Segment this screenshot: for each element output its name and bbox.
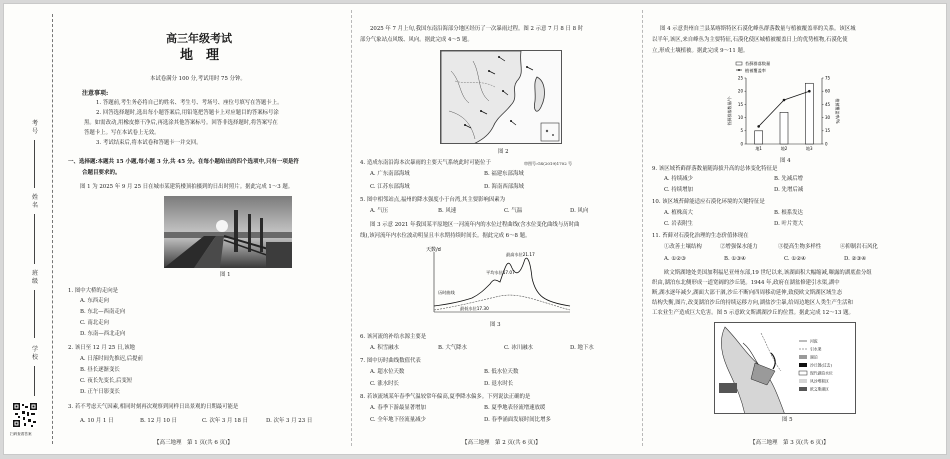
left-tick-label: 25 bbox=[737, 75, 743, 81]
option[interactable]: D. ②③④ bbox=[844, 256, 867, 262]
x-tick-label: 地2 bbox=[780, 146, 788, 151]
section-heading: 合题目要求的。 bbox=[82, 170, 121, 176]
section-heading: 一、选择题:本题共 15 小题,每小题 3 分,共 45 分。在每小题给出的四个选项中,只有一项是符 bbox=[68, 159, 299, 165]
legend-swatch bbox=[799, 379, 807, 383]
fill-line bbox=[34, 290, 35, 338]
right-tick-label: 75 bbox=[825, 75, 831, 81]
passage-line: 断,湖水逐年减少,湖面大部干涸,沙丘不断向四周移动延伸,致使欧文斯湖区域生态 bbox=[652, 290, 843, 296]
q4-intro: 部分气象站点风级、风向。据此完成 4～5 题。 bbox=[360, 37, 473, 43]
right-tick-label: 45 bbox=[825, 101, 831, 107]
cut-line bbox=[52, 14, 53, 444]
qr-code-icon bbox=[12, 402, 38, 428]
q4-intro: 2025 年 7 月上旬,我国东南沿海部分地区经历了一次暴雨过程。图 2 示意 7 月 8 日 8 时 bbox=[370, 26, 584, 32]
figure3-water-level-chart bbox=[420, 244, 576, 320]
option[interactable]: D. 正午日影变长 bbox=[80, 389, 120, 395]
option[interactable]: B. 12 月 10 日 bbox=[140, 418, 178, 424]
label-kaohao: 考号 bbox=[31, 120, 38, 135]
q6-intro: 图 3 示意 2021 年我国某平原地区一河流年内的水位过程曲线(含水位变化曲线与历时曲 bbox=[370, 222, 580, 228]
question-stem: 2. 该日至 12 月 25 日,该地 bbox=[68, 345, 135, 351]
map-approval-note: 审图号:GS(2019)1702 号 bbox=[524, 161, 573, 166]
question-stem: 7. 图中历时曲线数值代表 bbox=[360, 358, 421, 364]
fill-line bbox=[34, 214, 35, 264]
label-school: 学校 bbox=[31, 346, 38, 361]
note-line: 黑。如需改动,用橡皮擦干净后,再选涂其他答案标号。回答非选择题时,将答案写在 bbox=[84, 120, 278, 126]
page-divider bbox=[351, 10, 352, 446]
coverage-point-地3 bbox=[808, 90, 811, 93]
legend-bar-swatch bbox=[736, 62, 742, 65]
left-tick-label: 0 bbox=[740, 141, 743, 147]
figure3-caption: 图 3 bbox=[490, 322, 501, 328]
option[interactable]: D. 叶片宽大 bbox=[774, 221, 804, 227]
notes-heading: 注意事项: bbox=[82, 90, 109, 97]
option[interactable]: B. 东北—西南走向 bbox=[80, 309, 126, 315]
x-tick-label: 地1 bbox=[755, 146, 762, 151]
label-min-level: 最低水位17.30 bbox=[460, 306, 489, 311]
fill-line bbox=[34, 140, 35, 188]
right-tick-label: 60 bbox=[825, 88, 831, 94]
right-tick-label: 0 bbox=[825, 141, 828, 147]
passage-line: 工农业生产造成巨大危害。图 5 示意欧文斯湖湖沙丘的位置。据此完成 12～13 题。 bbox=[652, 310, 854, 316]
option[interactable]: D. 春季涌面发展时间比增多 bbox=[484, 417, 551, 423]
passage-line: 结构失衡,图片,改变湖泊沙丘的持续运移方向,湖盐沙尘暴,给周边地区人类生产生活和 bbox=[652, 300, 853, 306]
y-right-title: 植被覆盖率/% bbox=[835, 98, 840, 124]
q9-intro: 立,形成土壤植被。据此完成 9～11 题。 bbox=[652, 48, 749, 54]
option[interactable]: D. 东南—西北走向 bbox=[80, 331, 126, 337]
option[interactable]: A. 气压 bbox=[370, 208, 389, 214]
legend-bar-label: 苔藓群落数量 bbox=[745, 61, 771, 66]
option[interactable]: C. 持续增加 bbox=[664, 187, 693, 193]
question-stem: 4. 造成东南沿海本次暴雨的主要天气系统此时可能位于 bbox=[360, 160, 491, 166]
option[interactable]: A. 日落时间先推迟,后提前 bbox=[80, 356, 143, 362]
page-footer: 【高三地理 第 3 页(共 6 页)】 bbox=[750, 440, 829, 446]
option[interactable]: C. ①②④ bbox=[784, 256, 806, 262]
option[interactable]: A. ①②③ bbox=[664, 256, 686, 262]
coverage-point-地2 bbox=[783, 99, 786, 102]
option[interactable]: B. 夏季地表径流增速放缓 bbox=[484, 405, 546, 411]
legend-label: 欧文斯湖区 bbox=[810, 386, 829, 392]
statement: ③提高生物多样性 bbox=[778, 244, 822, 250]
note-line: 1. 答题前,考生务必将自己的姓名、考生号、考场号、座位号填写在答题卡上。 bbox=[96, 100, 283, 106]
figure2-weather-map bbox=[440, 50, 562, 144]
note-line: 3. 考试结束后,将本试卷和答题卡一并交回。 bbox=[96, 140, 202, 146]
statement: ①改善土壤结构 bbox=[664, 244, 702, 250]
binding-margin bbox=[4, 4, 62, 456]
question-stem: 6. 该河流的补给水源主要是 bbox=[360, 334, 427, 340]
passage-line: 欧文斯湖地处美国加利福尼亚州东部,19 世纪以来,该湖面积大幅缩减,曝露的湖底盐分组 bbox=[664, 270, 872, 276]
question-stem: 5. 图中相邻站点,福州的降水强度小于台湾,其主要影响因素为 bbox=[360, 197, 506, 203]
chart-y-title: 天数/d bbox=[426, 247, 441, 253]
option[interactable]: A. 东西走向 bbox=[80, 298, 109, 304]
option[interactable]: D. 海南西部海域 bbox=[484, 184, 524, 190]
label-mean-level: 平均水位17.07 bbox=[486, 270, 515, 275]
option[interactable]: A. 持续减少 bbox=[664, 176, 693, 182]
label-name: 姓名 bbox=[31, 194, 38, 209]
option[interactable]: B. 低水位天数 bbox=[484, 369, 519, 375]
option[interactable]: A. 10 月 1 日 bbox=[80, 418, 114, 424]
option[interactable]: D. 地下水 bbox=[570, 345, 594, 351]
chart-level-curve bbox=[434, 258, 570, 306]
figure1-caption: 图 1 bbox=[220, 272, 231, 278]
figure5-caption: 图 5 bbox=[782, 417, 793, 423]
option[interactable]: B. ①③④ bbox=[724, 256, 746, 262]
coverage-point-地1 bbox=[757, 125, 760, 128]
option[interactable]: A. 春季下游最显著增加 bbox=[370, 405, 426, 411]
option[interactable]: A. 广东南部海域 bbox=[370, 171, 410, 177]
q1-intro: 图 1 为 2025 年 9 月 25 日在城市某建筑楼顶拍摄到的日出时照片。据此完成 1～3 题。 bbox=[80, 184, 294, 190]
label-duration: 历时曲线 bbox=[438, 290, 455, 295]
right-tick-label: 15 bbox=[825, 128, 831, 134]
legend-swatch bbox=[799, 371, 807, 375]
option[interactable]: C. 全年地下径流量减少 bbox=[370, 417, 426, 423]
option[interactable]: D. 退水时长 bbox=[484, 381, 514, 387]
legend-label: 沙丘链(过去) bbox=[810, 362, 832, 368]
option[interactable]: C. 冰川融水 bbox=[504, 345, 533, 351]
note-line: 答题卡上。写在本试卷上无效。 bbox=[84, 130, 160, 136]
option[interactable]: B. 先减后增 bbox=[774, 176, 803, 182]
statement: ②增强保水能力 bbox=[720, 244, 758, 250]
qr-caption: 扫码查看答案 bbox=[10, 432, 32, 436]
right-tick-label: 30 bbox=[825, 115, 831, 120]
option[interactable]: A. 超水位天数 bbox=[370, 369, 405, 375]
exam-sheet bbox=[3, 3, 947, 455]
option[interactable]: C. 夜长先变长,后变短 bbox=[80, 378, 133, 384]
legend-label: 引水渠 bbox=[810, 346, 822, 352]
option[interactable]: A. 植株高大 bbox=[664, 210, 693, 216]
legend-line-label: 植被覆盖率 bbox=[745, 68, 766, 73]
left-tick-label: 15 bbox=[737, 101, 743, 107]
legend-line-marker bbox=[738, 69, 740, 71]
question-stem: 10. 该区域苔藓能适应石漠化环境的关键特征是 bbox=[652, 199, 765, 205]
legend-swatch bbox=[799, 355, 807, 359]
option[interactable]: C. 南北走向 bbox=[80, 320, 109, 326]
score-note: 本试卷满分 100 分,考试用时 75 分钟。 bbox=[150, 76, 246, 82]
legend-label: 风沙堆积区 bbox=[810, 378, 829, 384]
option[interactable]: C. 次年 3 月 18 日 bbox=[202, 418, 249, 424]
q6-intro: 线),该河流年内水位波动明显且丰水期持续时间长。据此完成 6～8 题。 bbox=[360, 233, 531, 239]
legend-label: 河流 bbox=[810, 338, 818, 344]
figure4-moss-chart bbox=[726, 60, 840, 156]
statement: ④抑制岩石风化 bbox=[840, 244, 878, 250]
option[interactable]: B. 根系发达 bbox=[774, 210, 803, 216]
question-stem: 8. 若该流域某年春季气温较常年偏高,夏季降水偏多。下列说法正确的是 bbox=[360, 394, 531, 400]
q9-intro: 以半年,该区,来自峰丛为主要特征,石漠化使区城植被覆盖日上的优势植物,石漠化使 bbox=[652, 37, 848, 43]
left-tick-label: 20 bbox=[737, 88, 743, 94]
option[interactable]: C. 涨水时长 bbox=[370, 381, 399, 387]
x-tick-label: 地3 bbox=[806, 146, 813, 151]
option[interactable]: D. 风向 bbox=[570, 208, 589, 214]
option[interactable]: C. 江苏东部海域 bbox=[370, 184, 410, 190]
left-tick-label: 10 bbox=[737, 115, 743, 120]
question-stem: 9. 该区域苔藓群落数量随海拔升高的总体变化特征是 bbox=[652, 166, 778, 172]
figure4-caption: 图 4 bbox=[780, 158, 791, 164]
figure1-sunrise-photo bbox=[164, 196, 292, 268]
question-stem: 1. 图中大桥的走向是 bbox=[68, 288, 118, 294]
fill-line bbox=[34, 366, 35, 396]
option[interactable]: C. 气温 bbox=[504, 208, 523, 214]
figure2-caption: 图 2 bbox=[498, 149, 509, 155]
label-class: 班级 bbox=[31, 270, 38, 285]
page-footer: 【高三地理 第 2 页(共 6 页)】 bbox=[462, 440, 541, 446]
q9-intro: 图 4 示意贵州自兰县某喀斯特区石漠化峰丛群落数量与植被覆盖率的关系。该区城 bbox=[660, 26, 856, 32]
page-footer: 【高三地理 第 1 页(共 6 页)】 bbox=[154, 440, 233, 446]
figure5-owens-lake-map bbox=[714, 322, 856, 414]
passage-line: 织由,湖泊东北侧形成一道宽阔的沙丘链。1944 年,政府在湖盆修建引水渠,湖中 bbox=[652, 280, 840, 286]
option[interactable]: B. 风速 bbox=[438, 208, 457, 214]
option[interactable]: B. 大气降水 bbox=[438, 345, 467, 351]
left-tick-label: 5 bbox=[740, 128, 743, 134]
option[interactable]: D. 先增后减 bbox=[774, 187, 804, 193]
question-stem: 3. 若不考虑天气因素,相同时刻再次观察到同样日出景观的日期最可能是 bbox=[68, 404, 239, 410]
bar-地2 bbox=[780, 112, 788, 144]
note-line: 2. 回答选择题时,选出每小题答案后,用铅笔把答题卡上对应题目的答案标号涂 bbox=[96, 110, 279, 116]
exam-subject: 地 理 bbox=[180, 48, 220, 63]
label-max-level: 最高水位21.17 bbox=[506, 252, 535, 257]
option[interactable]: C. 岩表附生 bbox=[664, 221, 693, 227]
bar-地1 bbox=[755, 131, 763, 144]
legend-swatch bbox=[799, 387, 807, 391]
option[interactable]: D. 次年 3 月 23 日 bbox=[266, 418, 313, 424]
exam-title: 高三年级考试 bbox=[166, 32, 232, 45]
option[interactable]: B. 昼长逐渐变长 bbox=[80, 367, 120, 373]
legend-swatch bbox=[799, 363, 807, 367]
option[interactable]: A. 积雪融水 bbox=[370, 345, 399, 351]
question-stem: 11. 苔藓对石漠化治理的生态价值体现在 bbox=[652, 233, 749, 239]
y-left-title: 苔藓群落数量/个 bbox=[727, 96, 732, 126]
page-divider bbox=[642, 10, 643, 446]
option[interactable]: B. 福建东部海域 bbox=[484, 171, 524, 177]
legend-label: 湖泊 bbox=[810, 354, 818, 360]
legend-label: 现代湖泊水位 bbox=[810, 370, 833, 376]
